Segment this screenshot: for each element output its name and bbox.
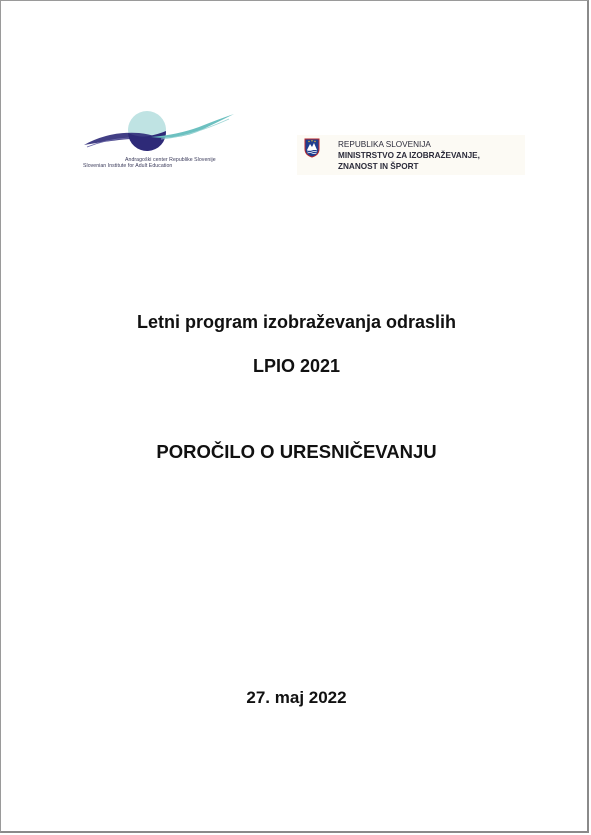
document-subtitle: POROČILO O URESNIČEVANJU (156, 441, 437, 462)
ministry-name-line1: MINISTRSTVO ZA IZOBRAŽEVANJE, (338, 151, 480, 160)
acs-logo-icon (79, 107, 239, 159)
ministry-logo (297, 135, 525, 175)
document-code: LPIO 2021 (252, 356, 341, 376)
acs-logo (79, 107, 239, 171)
acs-name-slovene: Andragoški center Republike Slovenije (125, 157, 216, 163)
ministry-name-line2: ZNANOST IN ŠPORT (338, 162, 419, 171)
document-date: 27. maj 2022 (246, 688, 347, 707)
acs-name-english: Slovenian Institute for Adult Education (83, 163, 173, 169)
document-title: Letni program izobraževanja odraslih (136, 312, 457, 332)
coat-of-arms-icon (304, 138, 320, 158)
ministry-country: REPUBLIKA SLOVENIJA (338, 140, 431, 149)
